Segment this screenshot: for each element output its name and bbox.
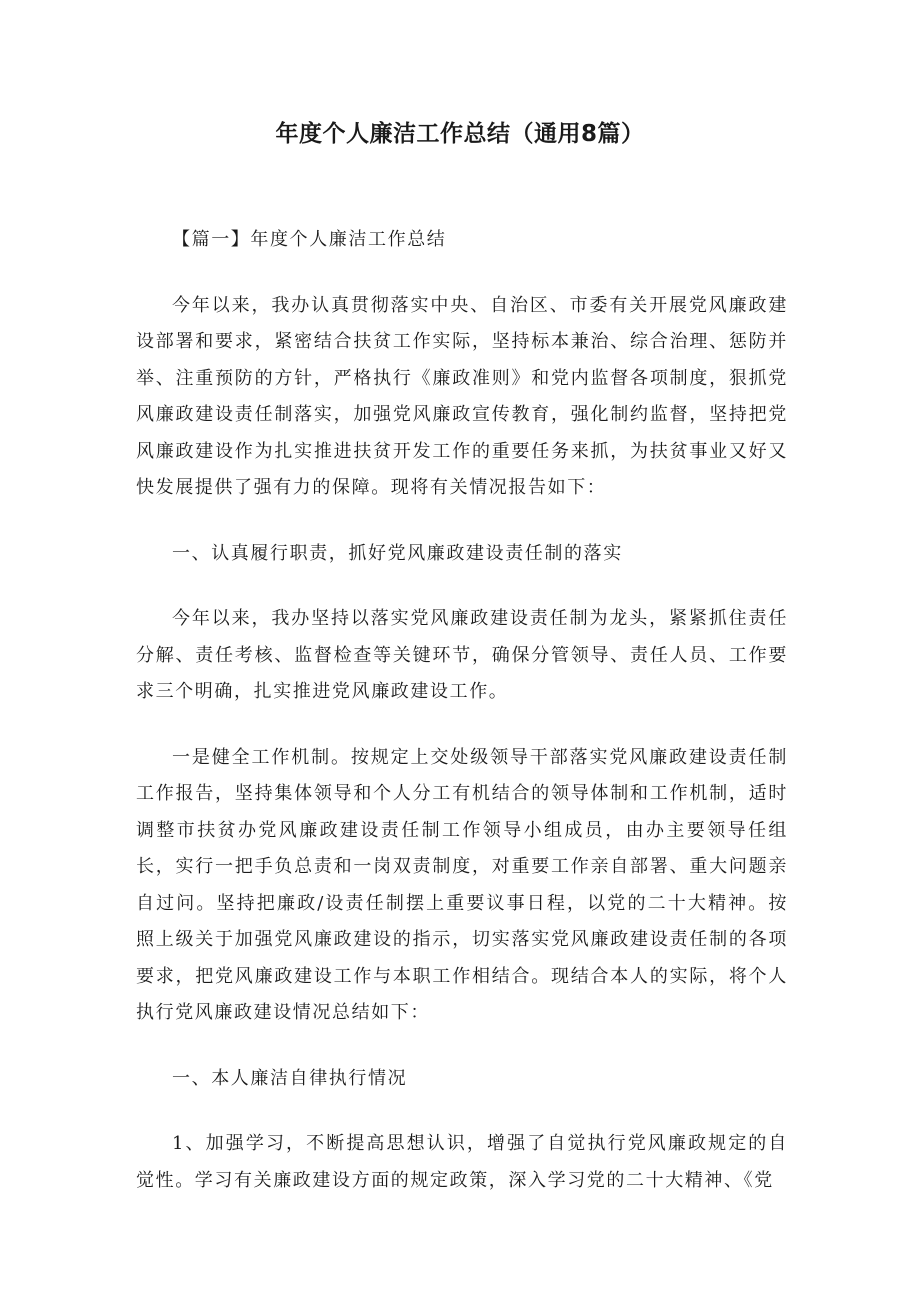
section-heading: 【篇一】年度个人廉洁工作总结 bbox=[172, 229, 447, 250]
paragraph-responsibility: 今年以来，我办坚持以落实党风廉政建设责任制为龙头，紧紧抓住责任分解、责任考核、监督检查等关键环节，确保分管领导、责任人员、工作要求三个明确，扎实推进党风廉政建设工作。 bbox=[136, 608, 788, 702]
document-title: 年度个人廉洁工作总结（通用8篇） bbox=[275, 121, 645, 147]
paragraph-intro: 今年以来，我办认真贯彻落实中央、自治区、市委有关开展党风廉政建设部署和要求，紧密结合扶贫工作实际，坚持标本兼治、综合治理、惩防并举、注重预防的方针，严格执行《廉政准则》和党内监督各项制度，狠抓党风廉政建设责任制落实，加强党风廉政宣传教育，强化制约监督，坚持把党风廉政建设作为扎实推进扶贫开发工作的重要任务来抓，为扶贫事业又好又快发展提供了强有力的保障。现将有关情况报告如下： bbox=[136, 294, 788, 498]
subheading-self-discipline: 一、本人廉洁自律执行情况 bbox=[172, 1067, 408, 1089]
document-body bbox=[136, 222, 788, 1228]
paragraph-mechanism: 一是健全工作机制。按规定上交处级领导干部落实党风廉政建设责任制工作报告，坚持集体领导和个人分工有机结合的领导体制和工作机制，适时调整市扶贫办党风廉政建设责任制工作领导小组成员，由办主要领导任组长，实行一把手负总责和一岗双责制度，对重要工作亲自部署、重大问题亲自过问。坚持把廉政/设责任制摆上重要议事日程，以党的二十大精神。按照上级关于加强党风廉政建设的指示，切实落实党风廉政建设责任制的各项要求，把党风廉政建设工作与本职工作相结合。现结合本人的实际，将个人执行党风廉政建设情况总结如下： bbox=[136, 746, 788, 1023]
subheading-responsibility: 一、认真履行职责，抓好党风廉政建设责任制的落实 bbox=[172, 542, 623, 564]
paragraph-study: 1、加强学习，不断提高思想认识，增强了自觉执行党风廉政规定的自觉性。学习有关廉政建设方面的规定政策，深入学习党的二十大精神、《党 bbox=[136, 1133, 788, 1191]
